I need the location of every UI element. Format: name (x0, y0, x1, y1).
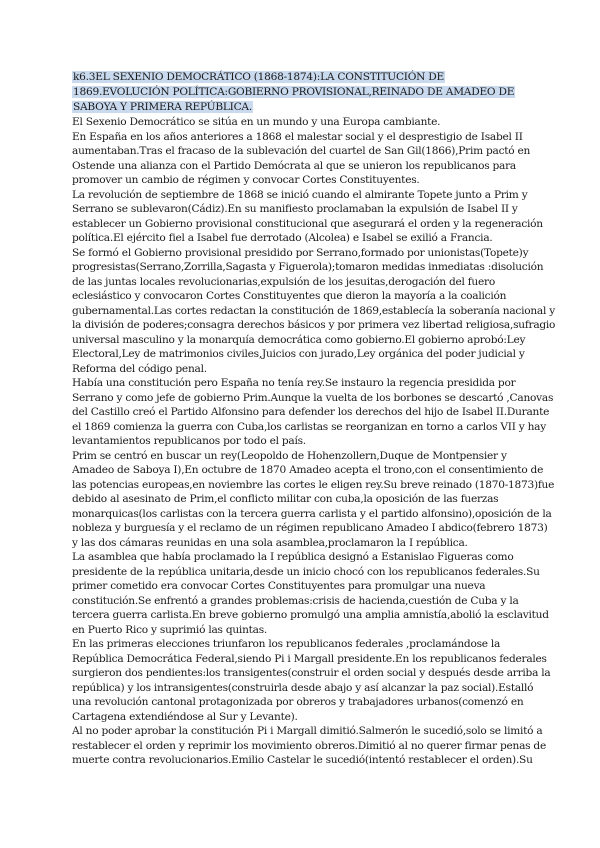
document-title (72, 70, 532, 115)
body-line: surgieron dos pendientes:los transigentes(construir el orden social y después desde arriba la (72, 667, 551, 679)
body-line: debido al asesinato de Prim,el conflicto militar con cuba,la oposición de las fuerzas (72, 493, 499, 505)
body-line: nobleza y burguesía y el reclamo de un régimen republicano Amadeo I abdico(febrero 1873) (72, 522, 548, 534)
body-line: Cartagena extendiéndose al Sur y Levante). (72, 710, 298, 723)
title-line: SABOYA Y PRIMERA REPÚBLICA. (73, 101, 252, 113)
body-line: universal masculino y la monarquía democrática como gobierno.El gobierno aprobó:Ley (72, 333, 526, 346)
body-line: la división de poderes;consagra derechos básicos y por primera vez libertad religiosa,sufragio (72, 319, 556, 331)
body-line: La revolución de septiembre de 1868 se inició cuando el almirante Topete junto a Prim y (72, 188, 528, 201)
body-line: de las juntas locales revolucionarias,expulsión de los jesuitas,derogación del fuero (72, 275, 495, 288)
body-line: progresistas(Serrano,Zorrilla,Sagasta y Figuerola);tomaron medidas inmediatas :disolución (72, 261, 544, 273)
body-line: Ostende una alianza con el Partido Demócrata al que se unieron los republicanos para (72, 159, 517, 172)
body-line: en Puerto Rico y suprimió las quintas. (72, 623, 268, 636)
body-line: Serrano se sublevaron(Cádiz).En su manifiesto proclamaban la expulsión de Isabel II y (72, 203, 518, 215)
body-line: La asamblea que había proclamado la I república designó a Estanislao Figueras como (72, 551, 514, 563)
body-line: Serrano y como jefe de gobierno Prim.Aunque la vuelta de los borbones se descartó ,Canovas (72, 391, 554, 404)
body-line: República Democrática Federal,siendo Pi i Margall presidente.En los republicanos federales (72, 652, 547, 665)
body-line: restablecer el orden y reprimir los movimiento obreros.Dimitió al no querer firmar penas de (72, 739, 546, 752)
body-line: primer cometido era convocar Cortes Constituyentes para promulgar una nueva (72, 580, 486, 592)
body-line: república) y los intransigentes(construirla desde abajo y así alcanzar la paz social).Estalló (72, 681, 534, 694)
body-line: monarquicas(los carlistas con la tercera guerra carlista y el partido alfonsino),oposición de la (72, 507, 552, 520)
body-line: levantamientos republicanos por todo el país. (72, 435, 306, 447)
body-line: establecer un Gobierno provisional constitucional que asegurará el orden y la regeneración (72, 217, 543, 230)
body-line: y las dos cámaras reunidas en una sola asamblea,proclamaron la I república. (72, 536, 468, 549)
body-line: una revolución cantonal protagonizada por obreros y trabajadores urbanos(comenzó en (72, 696, 524, 708)
body-line: El Sexenio Democrático se sitúa en un mundo y una Europa cambiante. (72, 116, 441, 128)
body-line: gubernamental.Las cortes redactan la constitución de 1869,establecía la soberanía nacional y (72, 304, 555, 317)
body-line: Prim se centró en buscar un rey(Leopoldo de Hohenzollern,Duque de Montpensier y (72, 449, 507, 462)
body-line: Amadeo de Saboya I),En octubre de 1870 Amadeo acepta el trono,con el consentimiento de (72, 464, 544, 476)
body-line: Había una constitución pero España no tenía rey.Se instauro la regencia presidida por (72, 377, 516, 389)
title-line: 1869.EVOLUCIÓN POLÍTICA:GOBIERNO PROVISIONAL,REINADO DE AMADEO DE (73, 86, 515, 98)
body-line: eclesiástico y convocaron Cortes Constituyentes que dieron la mayoría a la coalición (72, 290, 507, 302)
title-line: k6.3EL SEXENIO DEMOCRÁTICO (1868-1874):LA CONSTITUCIÓN DE (73, 71, 445, 83)
body-line: el 1869 comienza la guerra con Cuba,los carlistas se reorganizan en torno a carlos VII y hay (72, 420, 546, 433)
body-line: política.El ejército fiel a Isabel fue derrotado (Alcolea) e Isabel se exilió a Francia. (72, 232, 493, 244)
body-line: tercera guerra carlista.En breve gobierno promulgó una amplia amnistía,abolió la esclavitud (72, 609, 549, 621)
body-line: constitución.Se enfrentó a grandes problemas:crisis de hacienda,cuestión de Cuba y la (72, 594, 519, 607)
body-line: presidente de la república unitaria,desde un inicio chocó con los republicanos federales.Su (72, 565, 540, 578)
body-line: las potencias europeas,en noviembre las cortes le eligen rey.Su breve reinado (1870-1873)fue (72, 478, 555, 491)
body-line: Electoral,Ley de matrimonios civiles,Juicios con jurado,Ley orgánica del poder judicial y (72, 348, 525, 360)
body-line: Reforma del código penal. (72, 362, 207, 375)
document-body (72, 115, 556, 768)
body-line: aumentaban.Tras el fracaso de la sublevación del cuartel de San Gil(1866),Prim pactó en (72, 145, 531, 157)
body-line: Al no poder aprobar la constitución Pi i Margall dimitió.Salmerón le sucedió,solo se limitó a (72, 725, 543, 737)
body-line: promover un cambio de régimen y convocar Cortes Constituyentes. (72, 174, 420, 186)
body-line: Se formó el Gobierno provisional presidido por Serrano,formado por unionistas(Topete)y (72, 246, 529, 259)
body-line: En España en los años anteriores a 1868 el malestar social y el desprestigio de Isabel II (72, 130, 523, 143)
body-line: En las primeras elecciones triunfaron los republicanos federales ,proclamándose la (72, 638, 501, 650)
body-line: muerte contra revolucionarios.Emilio Castelar le sucedió(intentó restablecer el orden).Su (72, 754, 533, 766)
body-line: del Castillo creó el Partido Alfonsino para defender los derechos del hijo de Isabel II.Durante (72, 406, 550, 418)
